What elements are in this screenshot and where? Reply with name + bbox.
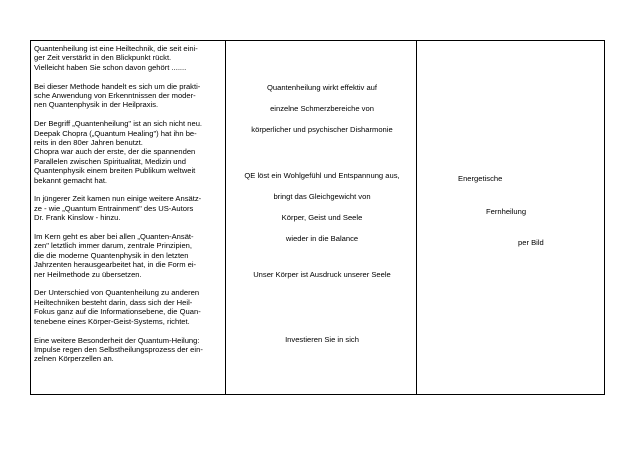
statement-line: Quantenheilung wirkt effektiv auf [266,83,378,92]
offer-title: Energetische [458,174,503,183]
statement-line: Körper, Geist und Seele [281,213,363,222]
paragraph: Der Unterschied von Quantenheilung zu anderen Heiltechniken besteht darin, dass sich der Heil- Fokus ganz auf die Informationsebene, die Quan- tenebene eines Körper-Geist-Systems, richtet. [34,288,201,326]
statement-line: einzelne Schmerzbereiche von [270,104,374,113]
paragraph: Bei dieser Methode handelt es sich um die prakti- sche Anwendung von Erkenntnissen der moder- nen Quantenphysik in der Heilpraxis. [34,81,201,110]
statement-line: Investieren Sie in sich [285,335,359,344]
offer-title: Fernheilung [486,207,527,216]
content-table [30,40,605,395]
paragraph: Quantenheilung ist eine Heiltechnik, die seit eini- ger Zeit verstärkt in den Blickpunkt rückt. Vielleicht haben Sie schon davon gehört ....... [34,44,198,72]
statement-line: QE löst ein Wohlgefühl und Entspannung aus, [244,171,400,180]
column-divider [225,41,226,394]
statement-line: Unser Körper ist Ausdruck unserer Seele [253,270,391,279]
statement-line: körperlicher und psychischer Disharmonie [251,125,393,134]
statement-line: bringt das Gleichgewicht von [273,192,371,201]
description-column [34,44,222,373]
paragraph: Der Begriff „Quantenheilung" ist an sich nicht neu. Deepak Chopra („Quantum Healing") hat ihn be- reits in den 80er Jahren benutzt. Chopra war auch der erste, der die spannenden Parallelen zwischen Spiritualität, Medizin und Quantenphysik einem breiten Publikum weltweit bekannt gemacht hat. [34,119,203,185]
offer-title: per Bild [518,238,544,247]
paragraph: Im Kern geht es aber bei allen „Quanten-Ansät- zen" letztlich immer darum, zentrale Prinzipien, die die moderne Quantenphysik in den letzten Jahrzenten herausgearbeitet hat, in die Form ei- ner Heilmethode zu übersetzen. [34,232,197,279]
statement-line: wieder in die Balance [285,234,359,243]
paragraph: Eine weitere Besonderheit der Quantum-Heilung: Impulse regen den Selbstheilungsprozess der ein- zelnen Körperzellen an. [34,335,203,364]
paragraph: In jüngerer Zeit kamen nun einige weitere Ansätz- ze - wie „Quantum Entrainment" des US-Autors Dr. Frank Kinslow - hinzu. [34,194,202,223]
